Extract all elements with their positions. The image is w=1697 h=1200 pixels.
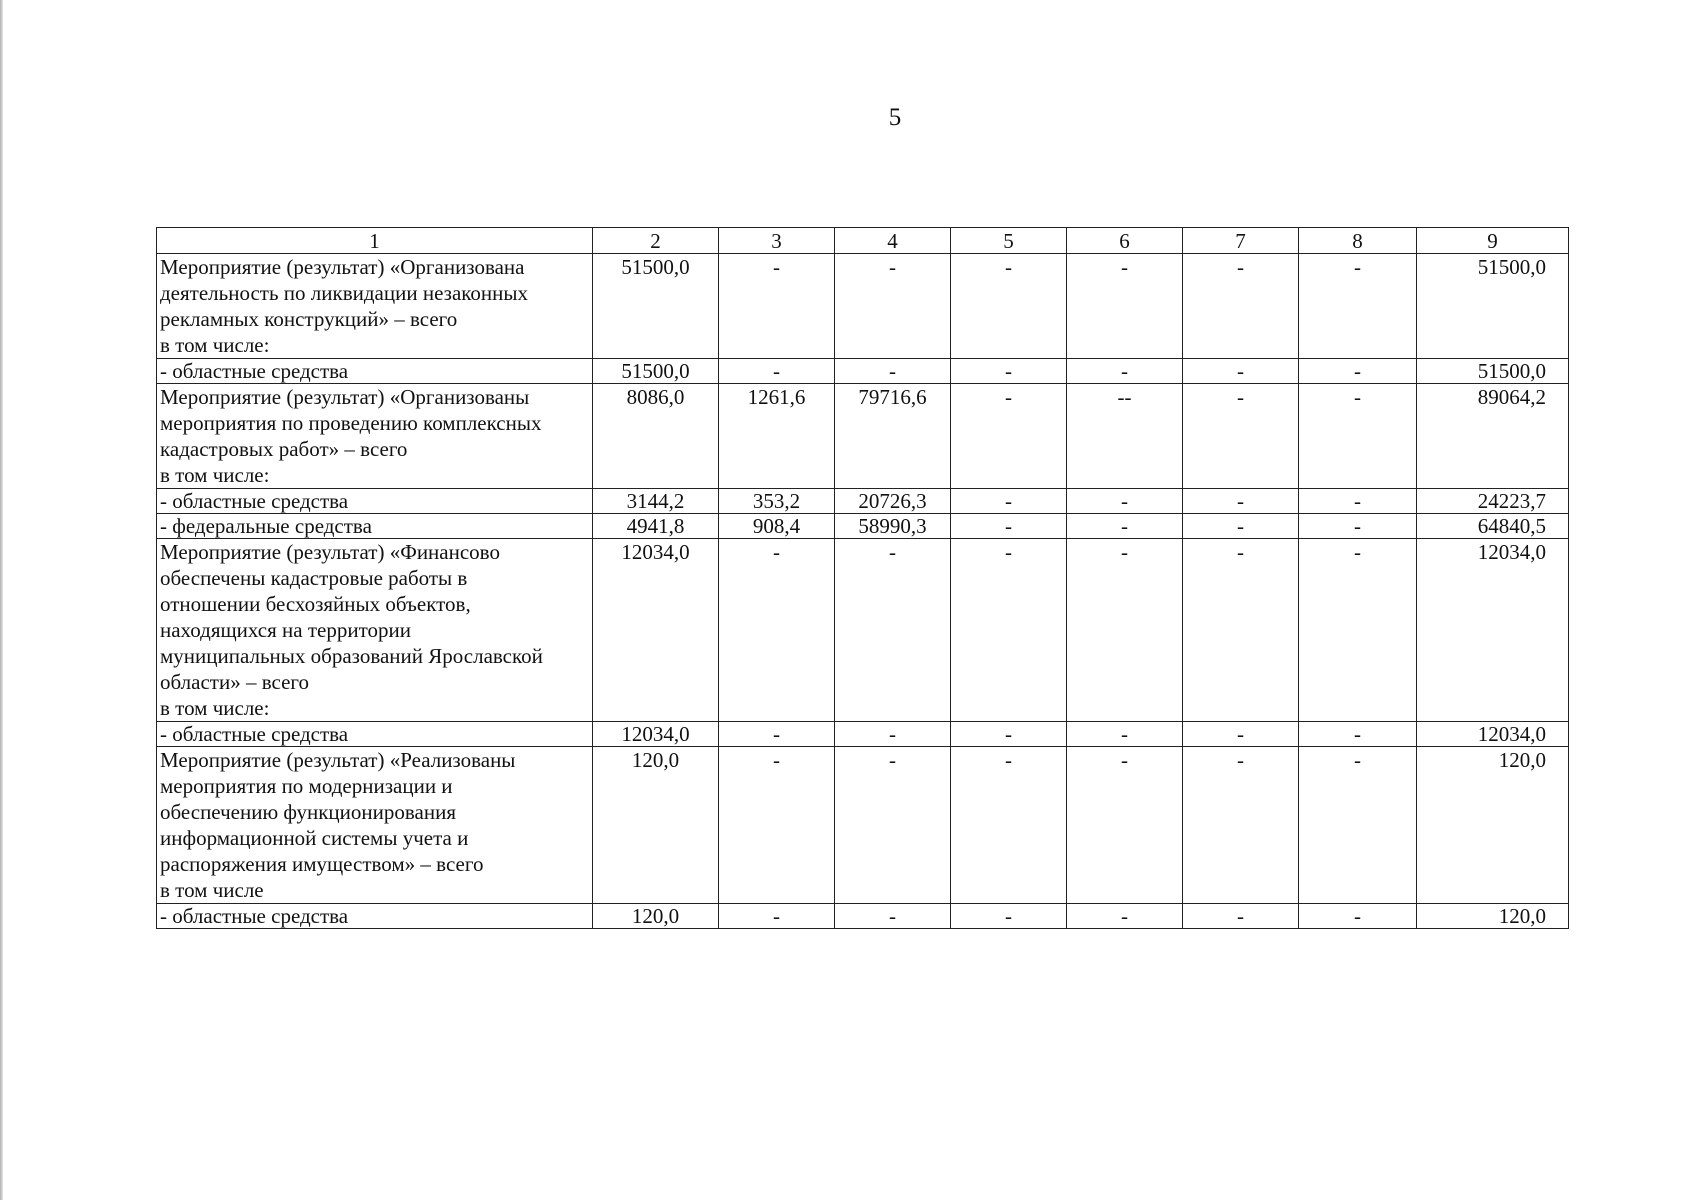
description-line: Мероприятие (результат) «Реализованы	[160, 748, 516, 772]
value-cell: 58990,3	[835, 514, 951, 539]
description-line: распоряжения имуществом» – всего	[160, 852, 484, 876]
value-cell: -	[951, 359, 1067, 384]
activity-description	[157, 747, 593, 904]
activity-row	[157, 747, 1569, 904]
header-cell: 7	[1183, 228, 1299, 254]
value-cell: -	[1299, 904, 1417, 929]
value-cell: -	[1183, 747, 1299, 904]
activity-row	[157, 384, 1569, 489]
total-cell: 89064,2	[1417, 384, 1569, 489]
value-cell: 908,4	[719, 514, 835, 539]
value-cell: -	[1067, 514, 1183, 539]
funding-source-label	[157, 722, 593, 747]
value-cell: --	[1067, 384, 1183, 489]
header-cell: 8	[1299, 228, 1417, 254]
value-cell: -	[1299, 359, 1417, 384]
total-cell: 12034,0	[1417, 539, 1569, 722]
header-cell: 5	[951, 228, 1067, 254]
value-cell: -	[1299, 254, 1417, 359]
total-cell: 12034,0	[1417, 722, 1569, 747]
description-line: обеспечению функционирования	[160, 800, 456, 824]
table-body	[157, 228, 1569, 929]
header-cell: 3	[719, 228, 835, 254]
description-line: - областные средства	[160, 489, 349, 513]
description-line: в том числе:	[160, 333, 270, 357]
description-line: информационной системы учета и	[160, 826, 469, 850]
value-cell: -	[835, 747, 951, 904]
value-cell: -	[1183, 489, 1299, 514]
funding-source-label	[157, 904, 593, 929]
value-cell: 120,0	[593, 747, 719, 904]
value-cell: -	[1183, 904, 1299, 929]
activity-description	[157, 384, 593, 489]
funding-source-row	[157, 722, 1569, 747]
value-cell: -	[951, 539, 1067, 722]
description-line: мероприятия по модернизации и	[160, 774, 453, 798]
value-cell: 51500,0	[593, 254, 719, 359]
value-cell: 12034,0	[593, 539, 719, 722]
value-cell: 51500,0	[593, 359, 719, 384]
value-cell: -	[1183, 359, 1299, 384]
activity-row	[157, 254, 1569, 359]
funding-source-row	[157, 489, 1569, 514]
description-line: - областные средства	[160, 904, 349, 928]
value-cell: -	[951, 904, 1067, 929]
funding-source-row	[157, 359, 1569, 384]
description-line: Мероприятие (результат) «Организованы	[160, 385, 530, 409]
description-line: находящихся на территории	[160, 618, 411, 642]
value-cell: -	[1299, 722, 1417, 747]
funding-source-label	[157, 514, 593, 539]
value-cell: -	[1067, 722, 1183, 747]
page-number: 5	[888, 104, 902, 131]
value-cell: -	[951, 747, 1067, 904]
description-line: - федеральные средства	[160, 514, 372, 538]
value-cell: -	[1067, 359, 1183, 384]
header-cell: 6	[1067, 228, 1183, 254]
value-cell: -	[1299, 514, 1417, 539]
total-cell: 64840,5	[1417, 514, 1569, 539]
value-cell: -	[719, 722, 835, 747]
total-cell: 24223,7	[1417, 489, 1569, 514]
description-line: в том числе	[160, 878, 264, 902]
value-cell: -	[719, 359, 835, 384]
value-cell: -	[835, 254, 951, 359]
value-cell: 8086,0	[593, 384, 719, 489]
description-line: в том числе:	[160, 463, 270, 487]
value-cell: 120,0	[593, 904, 719, 929]
description-line: муниципальных образований Ярославской	[160, 644, 543, 668]
description-line: - областные средства	[160, 722, 349, 746]
value-cell: -	[951, 722, 1067, 747]
value-cell: 3144,2	[593, 489, 719, 514]
value-cell: -	[1299, 489, 1417, 514]
value-cell: -	[1183, 384, 1299, 489]
funding-source-label	[157, 489, 593, 514]
activity-row	[157, 539, 1569, 722]
funding-source-row	[157, 904, 1569, 929]
value-cell: -	[1067, 489, 1183, 514]
value-cell: -	[1299, 747, 1417, 904]
value-cell: -	[1067, 904, 1183, 929]
header-cell: 4	[835, 228, 951, 254]
value-cell: -	[835, 359, 951, 384]
value-cell: -	[1067, 539, 1183, 722]
budget-table	[156, 227, 1569, 929]
value-cell: 353,2	[719, 489, 835, 514]
value-cell: -	[1183, 539, 1299, 722]
header-row	[157, 228, 1569, 254]
total-cell: 120,0	[1417, 904, 1569, 929]
value-cell: -	[1067, 254, 1183, 359]
funding-source-label	[157, 359, 593, 384]
description-line: области» – всего	[160, 670, 309, 694]
value-cell: -	[719, 904, 835, 929]
value-cell: -	[719, 747, 835, 904]
value-cell: 1261,6	[719, 384, 835, 489]
total-cell: 51500,0	[1417, 254, 1569, 359]
description-line: Мероприятие (результат) «Организована	[160, 255, 525, 279]
description-line: Мероприятие (результат) «Финансово	[160, 540, 500, 564]
value-cell: 79716,6	[835, 384, 951, 489]
total-cell: 51500,0	[1417, 359, 1569, 384]
description-line: - областные средства	[160, 359, 349, 383]
value-cell: -	[1299, 384, 1417, 489]
value-cell: 4941,8	[593, 514, 719, 539]
value-cell: -	[835, 539, 951, 722]
value-cell: 20726,3	[835, 489, 951, 514]
value-cell: -	[719, 254, 835, 359]
value-cell: -	[719, 539, 835, 722]
description-line: мероприятия по проведению комплексных	[160, 411, 542, 435]
description-line: кадастровых работ» – всего	[160, 437, 408, 461]
description-line: в том числе:	[160, 696, 270, 720]
activity-description	[157, 254, 593, 359]
description-line: рекламных конструкций» – всего	[160, 307, 458, 331]
value-cell: -	[951, 489, 1067, 514]
value-cell: -	[1183, 254, 1299, 359]
description-line: обеспечены кадастровые работы в	[160, 566, 468, 590]
value-cell: 12034,0	[593, 722, 719, 747]
total-cell: 120,0	[1417, 747, 1569, 904]
header-cell: 9	[1417, 228, 1569, 254]
value-cell: -	[1183, 722, 1299, 747]
value-cell: -	[835, 722, 951, 747]
description-line: деятельность по ликвидации незаконных	[160, 281, 528, 305]
value-cell: -	[951, 514, 1067, 539]
funding-source-row	[157, 514, 1569, 539]
value-cell: -	[1067, 747, 1183, 904]
header-cell: 1	[157, 228, 593, 254]
value-cell: -	[1299, 539, 1417, 722]
value-cell: -	[1183, 514, 1299, 539]
scan-left-edge	[0, 0, 3, 1200]
header-cell: 2	[593, 228, 719, 254]
value-cell: -	[835, 904, 951, 929]
activity-description	[157, 539, 593, 722]
value-cell: -	[951, 384, 1067, 489]
value-cell: -	[951, 254, 1067, 359]
description-line: отношении бесхозяйных объектов,	[160, 592, 471, 616]
